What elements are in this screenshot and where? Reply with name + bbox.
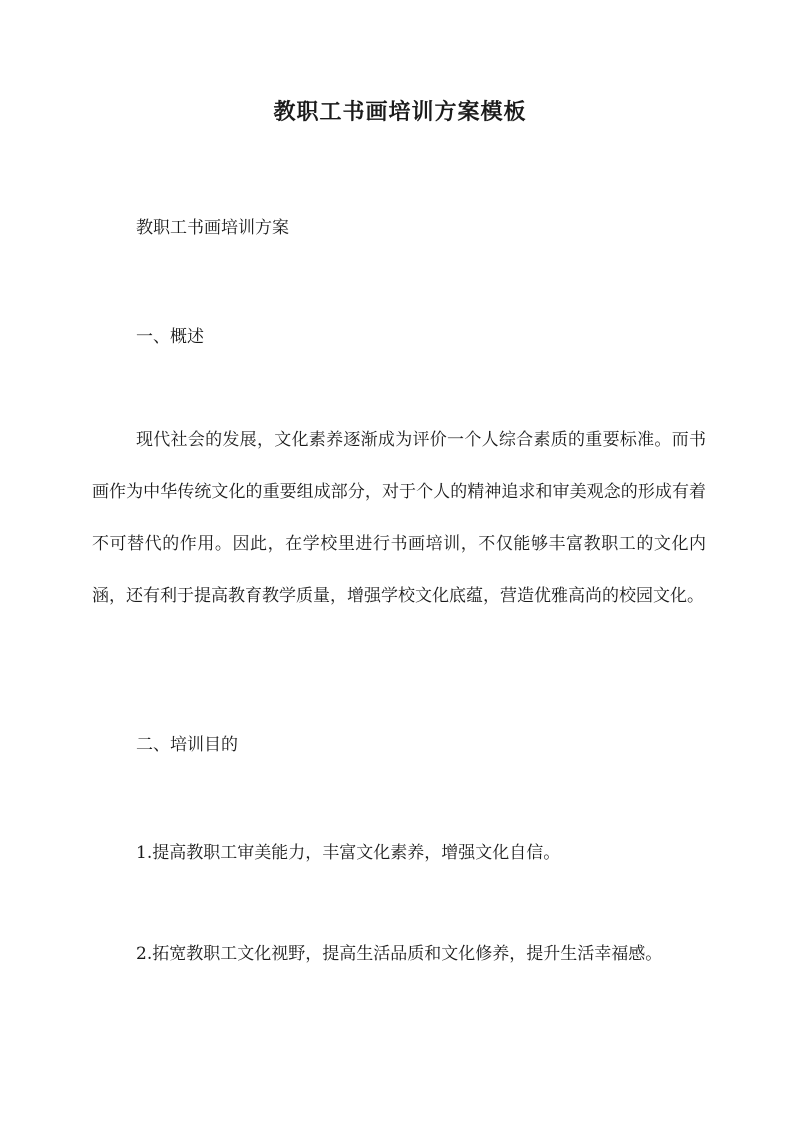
section-heading-goals: 二、培训目的 xyxy=(136,735,238,755)
overview-paragraph: 现代社会的发展，文化素养逐渐成为评价一个人综合素质的重要标准。而书画作为中华传统文化的重要组成部分，对于个人的精神追求和审美观念的形成有着不可替代的作用。因此，在学校里进行书画培训，不仅能够丰富教职工的文化内涵，还有利于提高教育教学质量，增强学校文化底蕴，营造优雅高尚的校园文化。 xyxy=(92,430,706,606)
goal-item-2: 2.拓宽教职工文化视野，提高生活品质和文化修养，提升生活幸福感。 xyxy=(136,944,663,964)
section-heading-overview: 一、概述 xyxy=(136,327,204,347)
goal-item-1: 1.提高教职工审美能力，丰富文化素养，增强文化自信。 xyxy=(136,843,561,863)
document-subtitle: 教职工书画培训方案 xyxy=(136,218,289,238)
document-title: 教职工书画培训方案模板 xyxy=(273,99,527,125)
